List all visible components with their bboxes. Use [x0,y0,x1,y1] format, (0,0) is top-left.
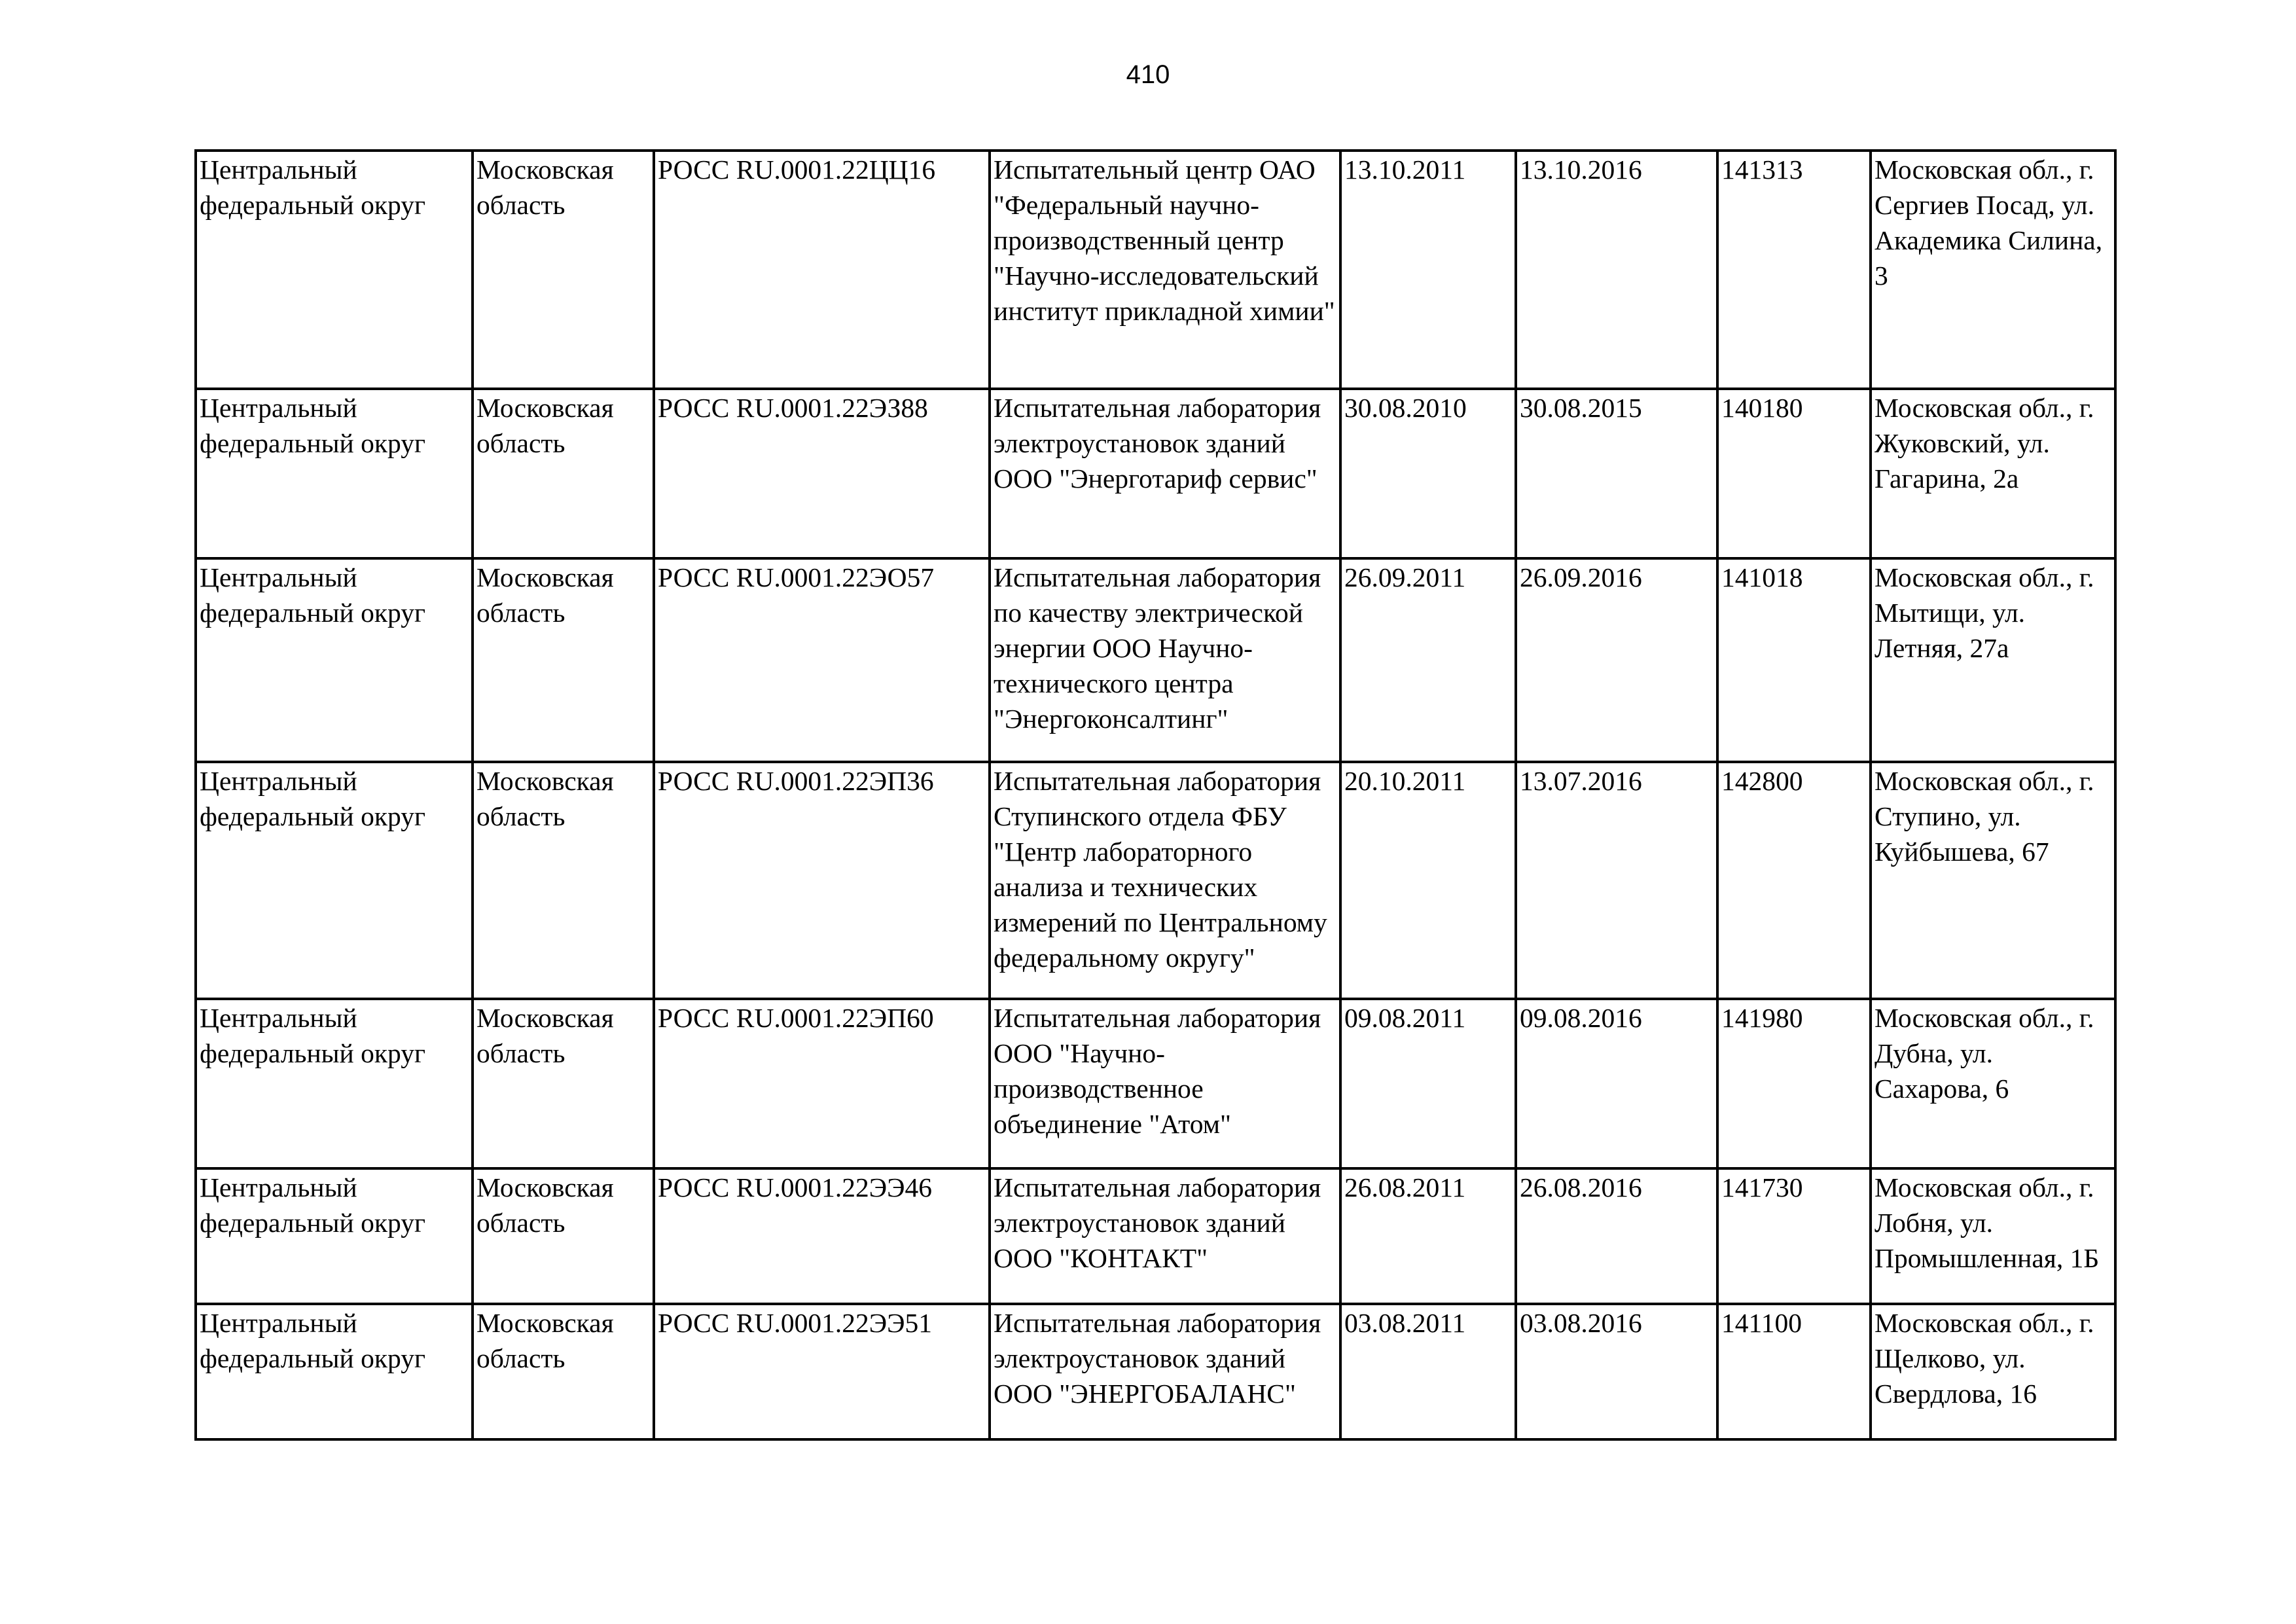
district-cell: Центральный федеральный округ [196,151,473,389]
cert-number-cell: РОСС RU.0001.22ЭО57 [654,558,990,762]
organization-cell: Испытательная лаборатория по качеству электрической энергии ООО Научно-технического центра "Энергоконсалтинг" [990,558,1340,762]
table-row [196,1168,2115,1304]
region-cell: Московская область [473,999,654,1168]
cert-number-cell: РОСС RU.0001.22ЭП60 [654,999,990,1168]
region-cell: Московская область [473,151,654,389]
cert-number-cell: РОСС RU.0001.22ЭЗ88 [654,389,990,558]
postal-code-cell: 142800 [1717,762,1871,999]
table-row [196,558,2115,762]
postal-code-cell: 141100 [1717,1304,1871,1439]
postal-code-cell: 141730 [1717,1168,1871,1304]
organization-cell: Испытательный центр ОАО "Федеральный научно-производственный центр "Научно-исследовательский институт прикладной химии" [990,151,1340,389]
date-expires-cell: 13.10.2016 [1516,151,1717,389]
postal-code-cell: 141313 [1717,151,1871,389]
table-row [196,1304,2115,1439]
date-issued-cell: 26.08.2011 [1340,1168,1516,1304]
district-cell: Центральный федеральный округ [196,1304,473,1439]
date-issued-cell: 20.10.2011 [1340,762,1516,999]
date-expires-cell: 26.08.2016 [1516,1168,1717,1304]
cert-number-cell: РОСС RU.0001.22ЦЦ16 [654,151,990,389]
address-cell: Московская обл., г. Ступино, ул. Куйбышева, 67 [1871,762,2115,999]
table-row [196,762,2115,999]
region-cell: Московская область [473,762,654,999]
registry-body [196,151,2115,1439]
date-expires-cell: 03.08.2016 [1516,1304,1717,1439]
district-cell: Центральный федеральный округ [196,1168,473,1304]
postal-code-cell: 141018 [1717,558,1871,762]
organization-cell: Испытательная лаборатория электроустановок зданий ООО "Энерготариф сервис" [990,389,1340,558]
date-expires-cell: 26.09.2016 [1516,558,1717,762]
postal-code-cell: 141980 [1717,999,1871,1168]
postal-code-cell: 140180 [1717,389,1871,558]
address-cell: Московская обл., г. Мытищи, ул. Летняя, 27а [1871,558,2115,762]
address-cell: Московская обл., г. Жуковский, ул. Гагарина, 2а [1871,389,2115,558]
address-cell: Московская обл., г. Щелково, ул. Свердлова, 16 [1871,1304,2115,1439]
date-issued-cell: 26.09.2011 [1340,558,1516,762]
organization-cell: Испытательная лаборатория электроустановок зданий ООО "ЭНЕРГОБАЛАНС" [990,1304,1340,1439]
district-cell: Центральный федеральный округ [196,389,473,558]
address-cell: Московская обл., г. Лобня, ул. Промышленная, 1Б [1871,1168,2115,1304]
date-expires-cell: 30.08.2015 [1516,389,1717,558]
organization-cell: Испытательная лаборатория ООО "Научно-производственное объединение "Атом" [990,999,1340,1168]
table-row [196,389,2115,558]
date-issued-cell: 09.08.2011 [1340,999,1516,1168]
date-expires-cell: 13.07.2016 [1516,762,1717,999]
date-issued-cell: 30.08.2010 [1340,389,1516,558]
region-cell: Московская область [473,558,654,762]
cert-number-cell: РОСС RU.0001.22ЭЭ46 [654,1168,990,1304]
organization-text: Испытательная лаборатория Ступинского отдела ФБУ "Центр лабораторного анализа и технических измерений по Центральному федеральному округу" [994,766,1327,973]
address-cell: Московская обл., г. Сергиев Посад, ул. Академика Силина, 3 [1871,151,2115,389]
organization-cell [990,762,1340,999]
cert-number-cell: РОСС RU.0001.22ЭП36 [654,762,990,999]
address-cell: Московская обл., г. Дубна, ул. Сахарова, 6 [1871,999,2115,1168]
region-cell: Московская область [473,1304,654,1439]
date-expires-cell: 09.08.2016 [1516,999,1717,1168]
date-issued-cell: 13.10.2011 [1340,151,1516,389]
table-row [196,151,2115,389]
organization-cell: Испытательная лаборатория электроустановок зданий ООО "КОНТАКТ" [990,1168,1340,1304]
district-cell: Центральный федеральный округ [196,999,473,1168]
region-cell: Московская область [473,389,654,558]
registry-table [194,149,2117,1441]
page-number: 410 [1126,60,1170,89]
date-issued-cell: 03.08.2011 [1340,1304,1516,1439]
district-cell: Центральный федеральный округ [196,762,473,999]
table-row [196,999,2115,1168]
district-cell: Центральный федеральный округ [196,558,473,762]
cert-number-cell: РОСС RU.0001.22ЭЭ51 [654,1304,990,1439]
region-cell: Московская область [473,1168,654,1304]
